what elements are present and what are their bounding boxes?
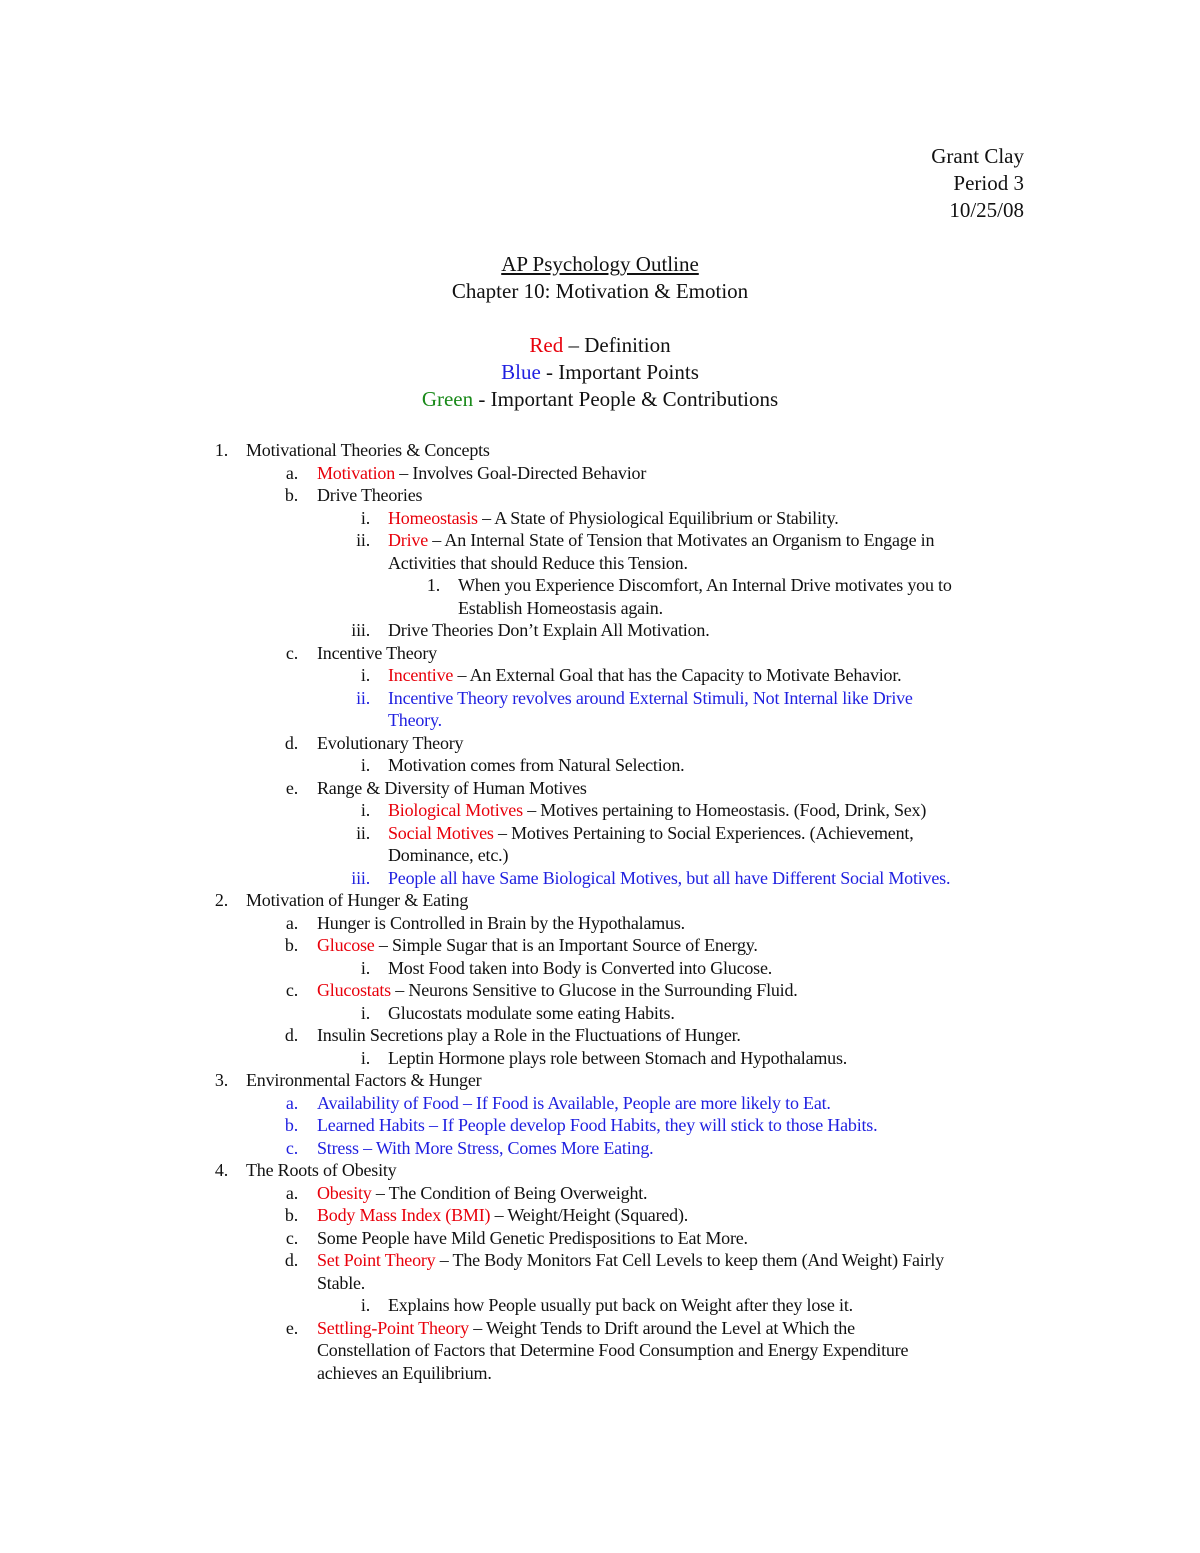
document-date: 10/25/08 xyxy=(949,198,1024,222)
outline-text xyxy=(317,934,758,957)
outline-marker: i. xyxy=(360,1002,370,1023)
outline-segment: Stable. xyxy=(317,1272,366,1293)
outline-marker: d. xyxy=(284,1250,298,1270)
title-block xyxy=(0,251,1200,305)
outline-marker: i. xyxy=(360,957,370,978)
outline-segment: Hunger is Controlled in Brain by the Hypothalamus. xyxy=(317,912,685,933)
outline-line xyxy=(0,1182,1200,1205)
outline-segment: Evolutionary Theory xyxy=(317,732,464,753)
outline-text xyxy=(317,1204,688,1227)
outline-line xyxy=(0,664,1200,687)
outline-marker: e. xyxy=(285,777,298,798)
outline-segment: Constellation of Factors that Determine Food Consumption and Energy Expenditure xyxy=(317,1340,909,1360)
class-period: Period 3 xyxy=(953,171,1024,195)
outline-text xyxy=(317,1114,877,1137)
outline-marker: a. xyxy=(285,462,298,483)
outline-text xyxy=(317,642,437,665)
outline-text xyxy=(317,1339,908,1362)
outline-marker: iii. xyxy=(351,867,370,888)
legend-blue xyxy=(0,359,1200,386)
outline-line xyxy=(0,799,1200,822)
important-point: Theory. xyxy=(388,710,442,730)
outline-marker: 4. xyxy=(214,1160,228,1180)
outline-line xyxy=(0,529,1200,552)
outline-marker: b. xyxy=(284,485,298,505)
outline-text xyxy=(388,619,710,642)
outline-segment: – Weight/Height (Squared). xyxy=(490,1205,689,1225)
outline-marker: c. xyxy=(285,980,298,1000)
outline-segment: Motivational Theories & Concepts xyxy=(246,440,490,460)
definition-term: Social Motives xyxy=(388,822,494,843)
student-name: Grant Clay xyxy=(931,144,1024,168)
outline-segment: Explains how People usually put back on Weight after they lose it. xyxy=(388,1295,853,1315)
outline-text xyxy=(246,1159,397,1182)
outline-marker: ii. xyxy=(356,687,370,708)
outline-line xyxy=(0,979,1200,1002)
outline-text xyxy=(317,1227,748,1250)
outline-marker: 1. xyxy=(426,575,440,595)
outline-line xyxy=(0,1114,1200,1137)
outline-segment: – Motives Pertaining to Social Experiences. (Achievement, xyxy=(493,822,914,843)
outline-marker: i. xyxy=(360,800,370,820)
outline-text xyxy=(388,709,442,732)
definition-term: Glucose xyxy=(317,935,375,955)
student-header xyxy=(931,143,1024,224)
outline-line xyxy=(0,642,1200,665)
outline-line xyxy=(0,1317,1200,1340)
outline-marker: a. xyxy=(285,1182,298,1203)
definition-term: Obesity xyxy=(317,1182,372,1203)
outline-segment: – Neurons Sensitive to Glucose in the Surrounding Fluid. xyxy=(391,980,798,1000)
outline-text xyxy=(458,574,952,597)
outline-text xyxy=(317,1024,741,1047)
outline-line xyxy=(0,754,1200,777)
outline-marker: 1. xyxy=(214,440,228,460)
outline-segment: Most Food taken into Body is Converted into Glucose. xyxy=(388,957,773,978)
outline-line xyxy=(0,844,1200,867)
outline-text xyxy=(388,552,688,575)
outline-segment: The Roots of Obesity xyxy=(246,1160,397,1180)
outline-line xyxy=(0,934,1200,957)
outline-line xyxy=(0,687,1200,710)
outline-marker: c. xyxy=(285,1137,298,1158)
outline-segment: – An Internal State of Tension that Motivates an Organism to Engage in xyxy=(427,530,935,550)
outline-line xyxy=(0,912,1200,935)
color-legend xyxy=(0,332,1200,413)
outline-line xyxy=(0,552,1200,575)
outline-marker: iii. xyxy=(351,620,370,640)
outline-marker: c. xyxy=(285,642,298,663)
outline-marker: d. xyxy=(284,1025,298,1045)
outline-marker: a. xyxy=(285,912,298,933)
outline-line xyxy=(0,777,1200,800)
outline-marker: i. xyxy=(360,1295,370,1315)
outline-line xyxy=(0,1024,1200,1047)
outline-text xyxy=(246,889,468,912)
outline-marker: i. xyxy=(360,1047,370,1068)
outline-line xyxy=(0,1272,1200,1295)
outline-line xyxy=(0,822,1200,845)
legend-red-term: Red xyxy=(529,333,564,357)
outline-line xyxy=(0,439,1200,462)
outline-text xyxy=(388,1294,853,1317)
definition-term: Body Mass Index (BMI) xyxy=(317,1205,491,1225)
outline-marker: e. xyxy=(285,1317,298,1338)
outline-marker: b. xyxy=(284,1115,298,1135)
outline-line xyxy=(0,484,1200,507)
outline-segment: Establish Homeostasis again. xyxy=(458,597,663,618)
outline-line xyxy=(0,1227,1200,1250)
outline-marker: i. xyxy=(360,507,370,528)
outline-segment: – An External Goal that has the Capacity to Motivate Behavior. xyxy=(453,665,902,685)
outline-line xyxy=(0,1159,1200,1182)
outline-line xyxy=(0,597,1200,620)
outline-segment: – Simple Sugar that is an Important Source of Energy. xyxy=(374,935,758,955)
outline-text xyxy=(317,732,463,755)
outline-segment: Some People have Mild Genetic Predispositions to Eat More. xyxy=(317,1227,748,1248)
definition-term: Glucostats xyxy=(317,980,391,1000)
outline-segment: – Involves Goal-Directed Behavior xyxy=(395,462,647,483)
outline-line xyxy=(0,1362,1200,1385)
outline-text xyxy=(246,1069,481,1092)
outline-line xyxy=(0,1069,1200,1092)
outline-marker: d. xyxy=(284,732,298,753)
outline-segment: Range & Diversity of Human Motives xyxy=(317,777,587,798)
outline-marker: i. xyxy=(360,755,370,775)
definition-term: Drive xyxy=(388,530,428,550)
outline-text xyxy=(388,957,772,980)
outline-text xyxy=(317,1362,492,1385)
outline-text xyxy=(388,664,901,687)
definition-term: Homeostasis xyxy=(388,507,478,528)
outline-marker: ii. xyxy=(356,822,370,843)
outline-marker: b. xyxy=(284,1205,298,1225)
important-point: Learned Habits – If People develop Food Habits, they will stick to those Habits. xyxy=(317,1115,878,1135)
outline-line xyxy=(0,732,1200,755)
important-point: Stress – With More Stress, Comes More Eating. xyxy=(317,1137,654,1158)
outline-line xyxy=(0,1137,1200,1160)
outline-line xyxy=(0,1294,1200,1317)
outline-marker: ii. xyxy=(356,530,370,550)
definition-term: Biological Motives xyxy=(388,800,523,820)
outline-segment: Incentive Theory xyxy=(317,642,437,663)
legend-blue-desc: - Important Points xyxy=(540,360,699,384)
outline-segment: – Motives pertaining to Homeostasis. (Food, Drink, Sex) xyxy=(522,800,927,820)
outline-line xyxy=(0,1204,1200,1227)
outline-list xyxy=(0,439,1200,1384)
outline-text xyxy=(317,1272,365,1295)
outline-text xyxy=(388,687,913,710)
outline-marker: 2. xyxy=(214,890,228,910)
outline-segment: Drive Theories Don’t Explain All Motivation. xyxy=(388,620,710,640)
outline-line xyxy=(0,1249,1200,1272)
important-point: Availability of Food – If Food is Available, People are more likely to Eat. xyxy=(317,1092,831,1113)
outline-segment: – A State of Physiological Equilibrium or Stability. xyxy=(477,507,839,528)
definition-term: Settling-Point Theory xyxy=(317,1317,469,1338)
outline-segment: Motivation comes from Natural Selection. xyxy=(388,755,685,775)
outline-segment: achieves an Equilibrium. xyxy=(317,1362,492,1383)
outline-segment: Dominance, etc.) xyxy=(388,845,509,865)
outline-text xyxy=(388,754,684,777)
outline-line xyxy=(0,574,1200,597)
outline-segment: Leptin Hormone plays role between Stomach and Hypothalamus. xyxy=(388,1047,848,1068)
outline-text xyxy=(246,439,490,462)
outline-text xyxy=(317,1092,831,1115)
outline-line xyxy=(0,1047,1200,1070)
outline-segment: Insulin Secretions play a Role in the Fluctuations of Hunger. xyxy=(317,1025,741,1045)
outline-text xyxy=(317,1317,855,1340)
outline-text xyxy=(388,844,508,867)
legend-blue-term: Blue xyxy=(501,360,541,384)
outline-marker: 3. xyxy=(214,1070,228,1090)
outline-text xyxy=(317,462,646,485)
outline-text xyxy=(317,1182,647,1205)
outline-text xyxy=(388,1047,847,1070)
outline-segment: – The Body Monitors Fat Cell Levels to keep them (And Weight) Fairly xyxy=(435,1250,944,1270)
outline-segment: – The Condition of Being Overweight. xyxy=(371,1182,648,1203)
outline-text xyxy=(317,912,685,935)
outline-text xyxy=(388,799,926,822)
legend-red-desc: – Definition xyxy=(563,333,671,357)
outline-segment: Activities that should Reduce this Tension. xyxy=(388,552,688,573)
outline-text xyxy=(317,484,422,507)
outline-text xyxy=(317,1249,944,1272)
chapter-title: Chapter 10: Motivation & Emotion xyxy=(451,279,749,303)
outline-text xyxy=(388,867,950,890)
outline-line xyxy=(0,507,1200,530)
outline-segment: Glucostats modulate some eating Habits. xyxy=(388,1002,675,1023)
outline-text xyxy=(458,597,663,620)
definition-term: Set Point Theory xyxy=(317,1250,436,1270)
outline-line xyxy=(0,1092,1200,1115)
outline-marker: c. xyxy=(285,1227,298,1248)
document-title: AP Psychology Outline xyxy=(501,252,699,276)
outline-text xyxy=(317,777,587,800)
important-point: Incentive Theory revolves around External Stimuli, Not Internal like Drive xyxy=(388,687,913,708)
outline-line xyxy=(0,619,1200,642)
outline-line xyxy=(0,889,1200,912)
legend-red xyxy=(0,332,1200,359)
definition-term: Motivation xyxy=(317,462,395,483)
important-point: People all have Same Biological Motives, but all have Different Social Motives. xyxy=(388,867,951,888)
outline-marker: a. xyxy=(285,1092,298,1113)
outline-segment: When you Experience Discomfort, An Internal Drive motivates you to xyxy=(458,575,952,595)
outline-text xyxy=(388,529,934,552)
outline-line xyxy=(0,462,1200,485)
outline-line xyxy=(0,867,1200,890)
legend-green xyxy=(0,386,1200,413)
outline-segment: Drive Theories xyxy=(317,485,423,505)
outline-line xyxy=(0,957,1200,980)
legend-green-desc: - Important People & Contributions xyxy=(473,387,779,411)
outline-line xyxy=(0,1002,1200,1025)
outline-text xyxy=(388,822,914,845)
legend-green-term: Green xyxy=(421,387,474,411)
outline-text xyxy=(317,979,798,1002)
outline-line xyxy=(0,709,1200,732)
outline-text xyxy=(317,1137,653,1160)
definition-term: Incentive xyxy=(388,665,454,685)
outline-line xyxy=(0,1339,1200,1362)
outline-text xyxy=(388,507,839,530)
outline-segment: Motivation of Hunger & Eating xyxy=(246,890,469,910)
outline-text xyxy=(388,1002,675,1025)
outline-marker: i. xyxy=(360,665,370,685)
outline-segment: Environmental Factors & Hunger xyxy=(246,1070,482,1090)
outline-segment: – Weight Tends to Drift around the Level at Which the xyxy=(468,1317,855,1338)
outline-marker: b. xyxy=(284,935,298,955)
